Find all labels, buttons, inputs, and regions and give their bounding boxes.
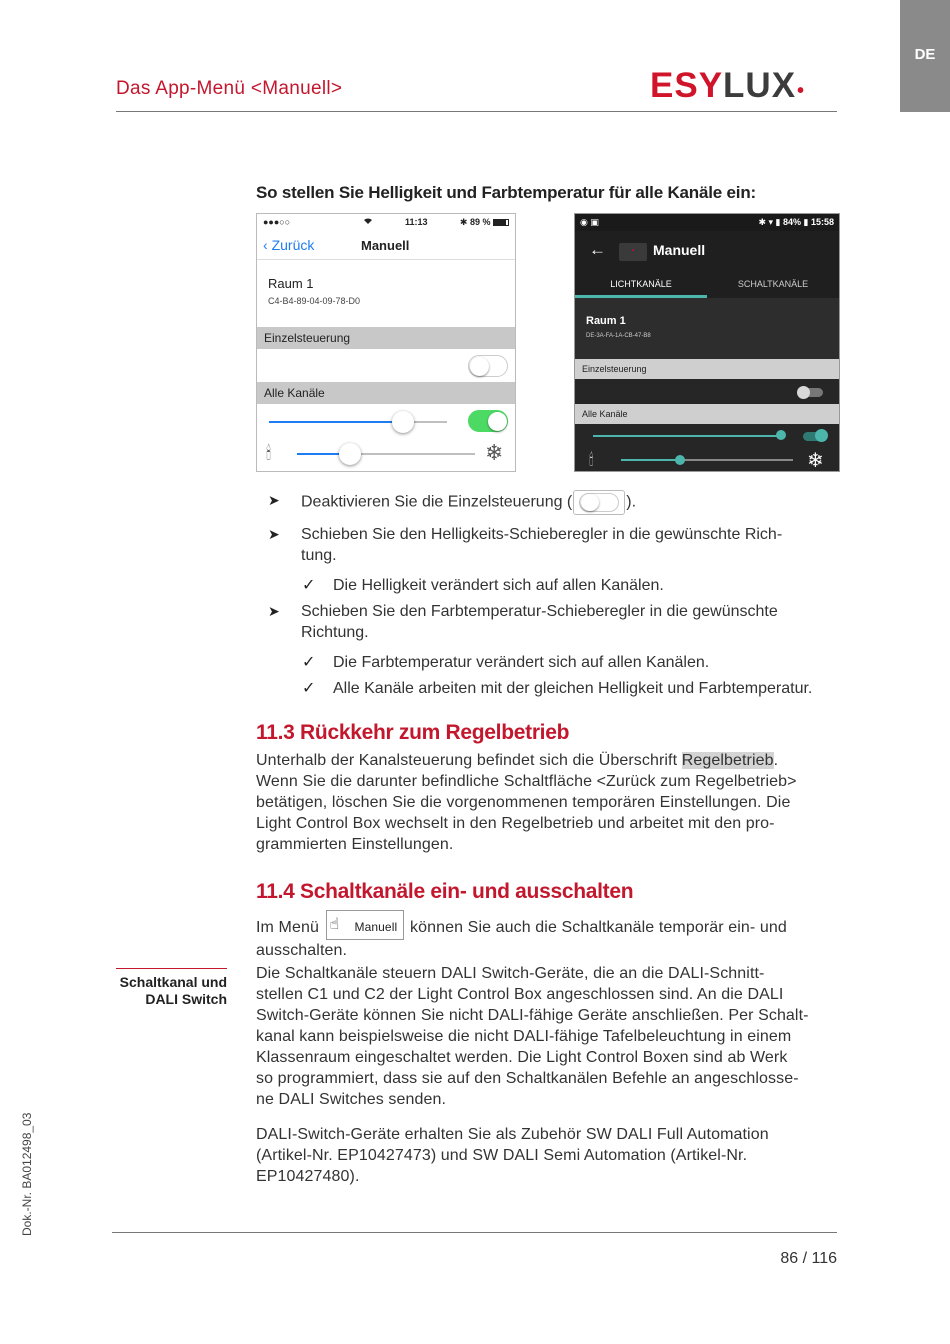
highlighted-term: Regelbetrieb bbox=[681, 752, 774, 769]
step-text: Schieben Sie den Helligkeits-Schieberegler in die gewünschte Rich- tung. bbox=[301, 526, 783, 564]
tab-light-channels[interactable]: LICHTKANÄLE bbox=[575, 271, 707, 298]
checkmark-icon: ✓ bbox=[302, 654, 316, 671]
wifi-icon bbox=[363, 217, 373, 227]
android-colortemp-fill bbox=[621, 459, 679, 461]
logo-part-lux: LUX bbox=[723, 66, 797, 105]
paragraph-11-4-accessory: DALI-Switch-Geräte erhalten Sie als Zubehör SW DALI Full Automation (Artikel-Nr. EP10427473) und SW DALI Semi Automation (Artikel-Nr. EP10427480). bbox=[256, 1126, 769, 1185]
result-text: Die Helligkeit verändert sich auf allen Kanälen. bbox=[333, 577, 664, 594]
paragraph-11-4-switch: Die Schaltkanäle steuern DALI Switch-Geräte, die an die DALI-Schnitt- stellen C1 und C2 der Light Control Box angeschlossen sind. An die DALI Switch-Geräte können Sie nicht DALI-fähige Geräte anschließen. Per Schalt- kanal kann beispielsweise die nicht DALI-fähige Tafelbeleuchtung in einem Klassenraum eingeschaltet werden. Die Light Control Boxen sind ab Werk so programmiert, dass sie auf den Schaltkanälen Befehle an angeschlosse- ne DALI Switches senden. bbox=[256, 965, 809, 1108]
android-snowflake-icon: ❄ bbox=[807, 450, 824, 472]
para-text: können Sie auch die Schaltkanäle temporär ein- und ausschalten. bbox=[256, 919, 787, 959]
android-single-switch-knob[interactable] bbox=[797, 386, 810, 399]
android-band-all: Alle Kanäle bbox=[575, 404, 839, 424]
step-text: Deaktivieren Sie die Einzelsteuerung ( bbox=[301, 493, 573, 511]
android-time: 15:58 bbox=[810, 217, 834, 227]
ios-nav-bar bbox=[257, 230, 515, 260]
snowflake-icon: ❄ bbox=[485, 440, 504, 465]
android-band-single: Einzelsteuerung bbox=[575, 359, 839, 379]
arrow-bullet-icon: ➤ bbox=[268, 492, 280, 508]
side-note-rule bbox=[116, 968, 227, 969]
arrow-bullet-icon: ➤ bbox=[268, 603, 280, 619]
back-label: Zurück bbox=[271, 237, 315, 253]
result-text: Die Farbtemperatur verändert sich auf allen Kanälen. bbox=[333, 654, 710, 671]
nav-title: Manuell bbox=[361, 238, 410, 253]
signal-dots: ●●●○○ bbox=[263, 217, 291, 227]
header-divider bbox=[116, 111, 837, 112]
android-app-screenshot bbox=[574, 213, 840, 472]
step-brightness bbox=[268, 524, 848, 566]
room-id: C4-B4-89-04-09-78-D0 bbox=[268, 296, 361, 306]
step-deactivate bbox=[268, 490, 848, 515]
chevron-left-icon: ‹ bbox=[263, 237, 268, 253]
android-app-title: Manuell bbox=[653, 242, 706, 258]
para-text: Unterhalb der Kanalsteuerung befindet sich die Überschrift bbox=[256, 752, 682, 769]
instruction-list bbox=[268, 490, 848, 704]
hand-pointer-icon: ☝ bbox=[329, 916, 340, 933]
inline-toggle-icon bbox=[573, 490, 625, 515]
side-note: Schaltkanal und DALI Switch bbox=[119, 974, 227, 1007]
android-room-id: DE-3A-FA-1A-CB-47-B8 bbox=[586, 333, 651, 339]
footer-divider bbox=[112, 1232, 837, 1233]
brightness-slider-thumb[interactable] bbox=[392, 411, 414, 433]
android-status-right: ✱ ▾ ▮ 84% ▮ 15:58 bbox=[758, 217, 834, 227]
android-app-bar bbox=[575, 231, 839, 271]
tab-switch-channels[interactable]: SCHALTKANÄLE bbox=[737, 279, 809, 289]
android-brightness-track[interactable] bbox=[593, 435, 781, 437]
android-all-switch-knob[interactable] bbox=[815, 429, 828, 442]
candle-icon: 🕯 bbox=[266, 443, 272, 463]
result-text: Alle Kanäle arbeiten mit der gleichen Helligkeit und Farbtemperatur. bbox=[333, 680, 813, 697]
result-brightness bbox=[268, 575, 848, 596]
android-all-row bbox=[575, 424, 839, 472]
result-colortemp bbox=[268, 652, 848, 673]
heading-11-4: 11.4 Schaltkanäle ein- und ausschalten bbox=[256, 880, 634, 903]
band-single-control: Einzelsteuerung bbox=[257, 327, 515, 349]
esylux-logo bbox=[650, 66, 805, 106]
battery-icon bbox=[493, 219, 509, 226]
para-text: . Wenn Sie die darunter befindliche Schaltfläche <Zurück zum Regelbetrieb> betätigen, löschen Sie die vorgenommenen temporären Einstellungen. Die Light Control Box wechselt in den Regelbetrieb und arbeitet mit den pro- grammierten Einstellungen. bbox=[256, 752, 797, 853]
heading-11-3: 11.3 Rückkehr zum Regelbetrieb bbox=[256, 721, 570, 744]
room-name: Raum 1 bbox=[268, 276, 314, 291]
manuell-button-icon bbox=[326, 910, 404, 940]
android-tabs bbox=[575, 271, 839, 298]
app-logo-icon: ▪ bbox=[619, 243, 647, 261]
result-all-channels bbox=[268, 678, 848, 699]
checkmark-icon: ✓ bbox=[302, 680, 316, 697]
all-channels-toggle[interactable] bbox=[468, 410, 508, 432]
colortemp-slider-thumb[interactable] bbox=[339, 443, 361, 465]
para-text: Im Menü bbox=[256, 919, 319, 937]
step-text-end: ). bbox=[626, 493, 637, 511]
language-tab: DE bbox=[900, 0, 950, 112]
android-status-bar bbox=[575, 214, 839, 231]
arrow-left-icon[interactable]: ← bbox=[589, 240, 606, 259]
android-candle-icon: 🕯 bbox=[589, 452, 594, 469]
brightness-slider-fill bbox=[269, 421, 403, 423]
checkmark-icon: ✓ bbox=[302, 577, 316, 594]
document-number: Dok.-Nr. BA012498_03 bbox=[20, 1112, 34, 1236]
step-colortemp bbox=[268, 601, 848, 643]
android-room-name: Raum 1 bbox=[586, 315, 626, 327]
step-text: Schieben Sie den Farbtemperatur-Schieberegler in die gewünschte Richtung. bbox=[301, 603, 778, 641]
ios-status-bar bbox=[257, 214, 515, 230]
battery-percent: 89 % bbox=[469, 216, 491, 227]
ios-battery: ✱ 89 % bbox=[460, 217, 509, 228]
paragraph-11-4-intro bbox=[256, 916, 846, 961]
logo-dot: • bbox=[797, 80, 806, 102]
android-colortemp-thumb[interactable] bbox=[675, 455, 685, 465]
android-brightness-thumb[interactable] bbox=[776, 430, 786, 440]
manuell-button-label: Manuell bbox=[354, 920, 398, 934]
arrow-bullet-icon: ➤ bbox=[268, 526, 280, 542]
android-battery-percent: 84% bbox=[782, 217, 801, 227]
back-button[interactable] bbox=[263, 237, 314, 253]
single-control-toggle[interactable] bbox=[468, 355, 508, 377]
page-header-title: Das App-Menü <Manuell> bbox=[116, 78, 343, 99]
band-all-channels: Alle Kanäle bbox=[257, 382, 515, 404]
paragraph-11-3 bbox=[256, 750, 846, 855]
logo-part-esy: ESY bbox=[650, 66, 724, 105]
notification-icons: ◉ ▣ bbox=[580, 217, 599, 227]
section-heading: So stellen Sie Helligkeit und Farbtemperatur für alle Kanäle ein: bbox=[256, 183, 756, 202]
ios-time: 11:13 bbox=[404, 217, 428, 227]
ios-app-screenshot bbox=[256, 213, 516, 472]
page-number: 86 / 116 bbox=[780, 1250, 837, 1267]
